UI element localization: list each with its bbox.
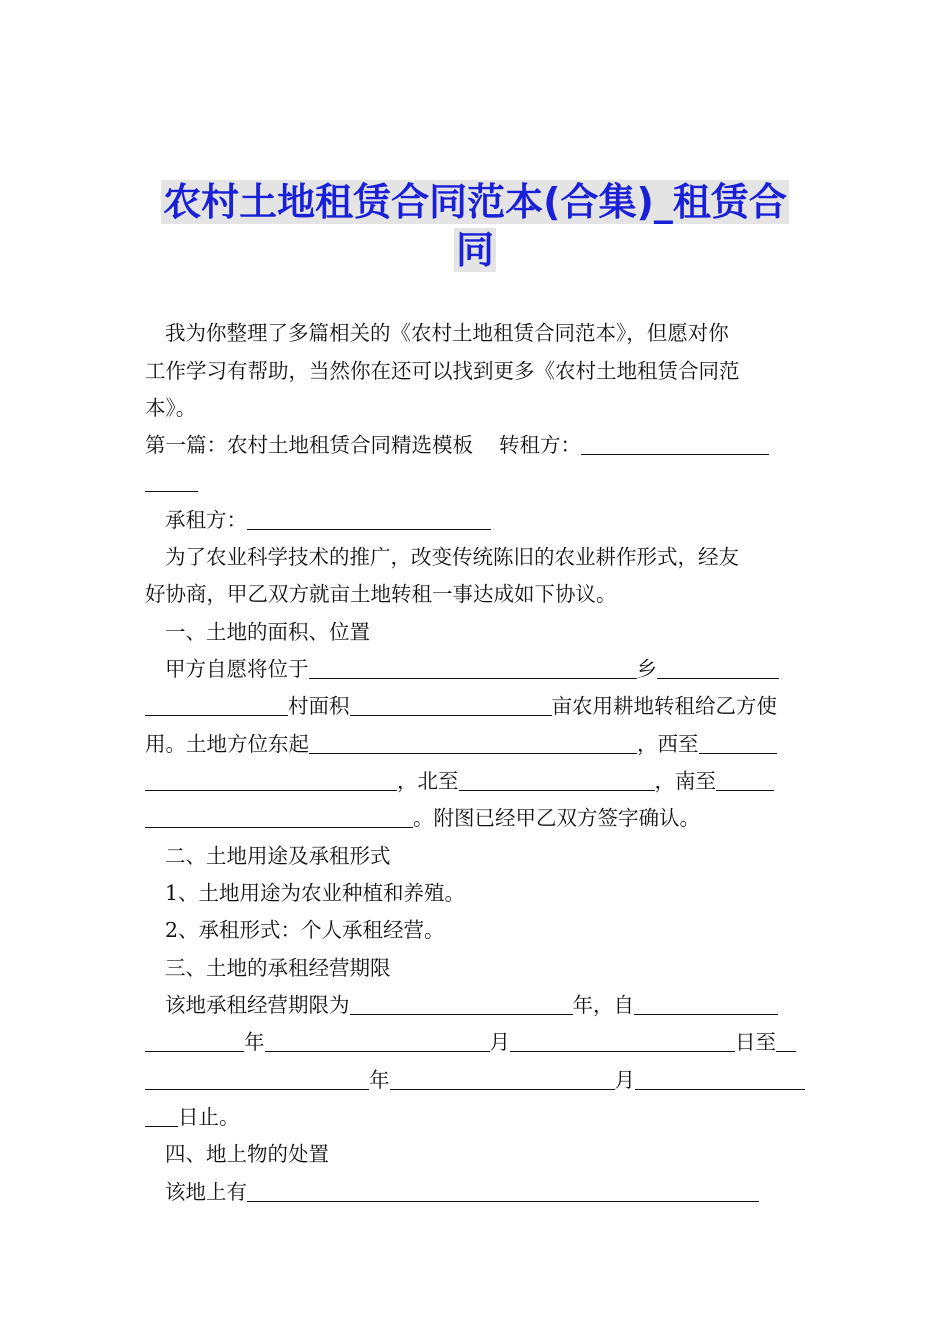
location-line: ，北至 ，南至 <box>145 766 774 796</box>
purpose-line: 好协商，甲乙双方就亩土地转租一事达成如下协议。 <box>145 582 617 606</box>
blank <box>265 1029 490 1052</box>
blank <box>145 1067 369 1090</box>
document-title-continued: 同 <box>455 228 494 272</box>
location-line: 。附图已经甲乙双方签字确认。 <box>145 803 700 833</box>
blank <box>145 1029 244 1052</box>
lessee-blank <box>247 507 491 530</box>
blank <box>635 1067 805 1090</box>
blank <box>145 1104 178 1127</box>
blank <box>145 805 413 828</box>
lessee-line <box>165 505 491 535</box>
section-heading: 四、地上物的处置 <box>165 1142 329 1166</box>
blank <box>699 731 777 754</box>
blank <box>390 1067 615 1090</box>
blank <box>145 768 397 791</box>
intro-line: 工作学习有帮助，当然你在还可以找到更多《农村土地租赁合同范 <box>145 359 740 383</box>
sublet-label: 转租方： <box>499 433 581 457</box>
blank <box>459 768 655 791</box>
blank <box>657 656 779 679</box>
purpose-line: 为了农业科学技术的推广，改变传统陈旧的农业耕作形式，经友 <box>165 545 739 569</box>
sublet-blank <box>581 432 769 455</box>
sublet-blank-continued <box>145 467 198 497</box>
blank <box>776 1029 796 1052</box>
blank <box>634 992 778 1015</box>
blank <box>716 768 774 791</box>
blank <box>350 693 552 716</box>
section-heading: 三、土地的承租经营期限 <box>165 956 391 980</box>
section-heading: 二、土地用途及承租形式 <box>165 844 391 868</box>
property-line: 该地上有 <box>165 1177 759 1207</box>
lessee-label: 承租方： <box>165 508 247 532</box>
term-line: 日止。 <box>145 1102 240 1132</box>
term-line: 年 月 <box>145 1065 805 1095</box>
list-item: 1、土地用途为农业种植和养殖。 <box>165 881 466 905</box>
document-title: 农村土地租赁合同范本(合集)_租赁合 <box>163 180 787 224</box>
intro-line: 我为你整理了多篇相关的《农村土地租赁合同范本》，但愿对你 <box>165 321 729 345</box>
blank <box>247 1179 759 1202</box>
location-line: 用。土地方位东起 ，西至 <box>145 729 777 759</box>
first-heading: 第一篇：农村土地租赁合同精选模板 <box>145 433 473 457</box>
term-line: 年 月 日至 <box>145 1027 796 1057</box>
location-line: 甲方自愿将位于 乡 <box>165 654 779 684</box>
blank <box>309 656 637 679</box>
blank <box>350 992 573 1015</box>
blank <box>510 1029 735 1052</box>
first-heading-line <box>145 430 769 460</box>
section-heading: 一、土地的面积、位置 <box>165 620 370 644</box>
blank <box>145 693 288 716</box>
list-item: 2、承租形式：个人承租经营。 <box>165 918 445 942</box>
blank <box>309 731 637 754</box>
term-line: 该地承租经营期限为 年，自 <box>165 990 778 1020</box>
location-line: 村面积 亩农用耕地转租给乙方使 <box>145 691 777 721</box>
intro-line: 本》。 <box>145 396 197 420</box>
